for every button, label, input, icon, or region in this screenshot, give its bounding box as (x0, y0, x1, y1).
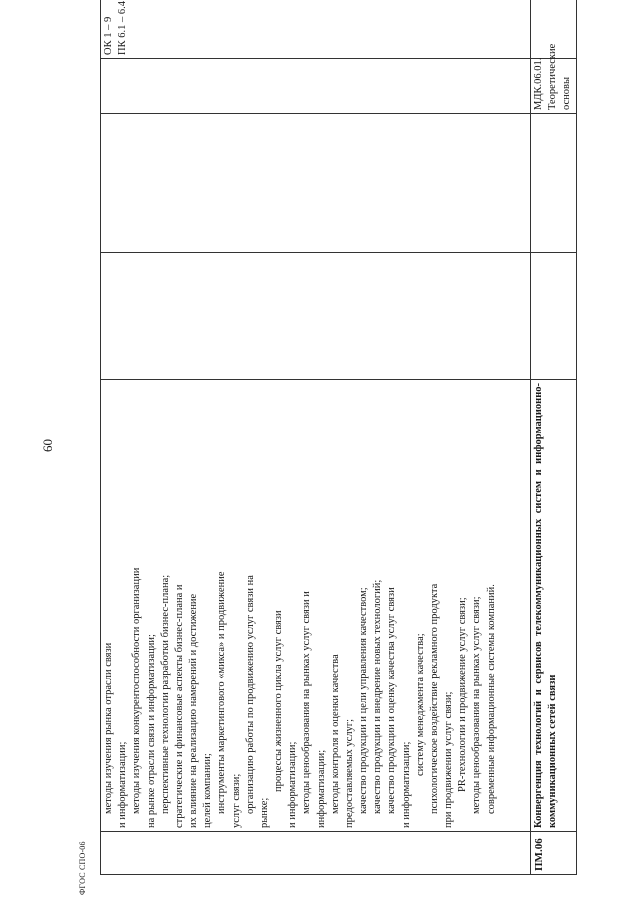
knowledge-line: качество продукции и цели управления качеством; (358, 587, 370, 814)
knowledge-line: целей компании; (202, 753, 214, 828)
knowledge-line: процессы жизненного цикла услуг связи (273, 610, 285, 792)
knowledge-line: инструменты маркетингового «микса» и продвижение (216, 571, 228, 814)
knowledge-line: услуг связи; (230, 773, 242, 828)
knowledge-line: информатизации; (315, 749, 327, 828)
knowledge-line: систему менеджмента качества; (414, 633, 426, 776)
table-row-pm06 (531, 0, 577, 875)
knowledge-line: методы контроля и оценки качества (329, 654, 341, 814)
cell-pm-code: ПМ.06 (531, 832, 577, 875)
knowledge-line: методы изучения рынка отрасли связи (103, 642, 114, 814)
knowledge-line: рынке; (258, 797, 270, 828)
knowledge-line: PR-технологии и продвижение услуг связи; (457, 597, 469, 792)
footer-code: ФГОС СПО-06 (78, 841, 87, 895)
cell-mdk-empty (101, 59, 531, 114)
knowledge-line: современные информационные системы компаний. (485, 584, 497, 814)
cell-pm-title: Конвергенция технологий и сервисов телекоммуникационных систем и информационно-коммуникационных сетей связи (531, 380, 577, 832)
knowledge-line: и информатизации; (117, 741, 129, 828)
knowledge-line: их влияние на реализацию намерений и достижение (188, 593, 200, 828)
knowledge-line: при продвижении услуг связи; (443, 691, 455, 828)
knowledge-line: качество продукции и оценку качества услуг связи (386, 587, 398, 814)
knowledge-line: и информатизации; (400, 741, 412, 828)
cell-hours-empty (101, 253, 531, 380)
cell-hours2-empty (101, 114, 531, 253)
page-number: 60 (40, 439, 55, 452)
table-row-continued (101, 0, 531, 875)
curriculum-table (100, 1, 573, 875)
knowledge-line: предоставляемых услуг; (343, 718, 355, 828)
cell-code-empty (101, 832, 531, 875)
knowledge-line: и информатизации; (287, 741, 299, 828)
cell-competencies: ОК 1 – 9 ПК 6.1 – 6.4 (101, 0, 531, 59)
knowledge-line: методы изучения конкурентоспособности организации (131, 567, 143, 814)
knowledge-line: стратегические и финансовые аспекты бизнес-плана и (173, 584, 185, 828)
cell-pm-empty2 (531, 114, 577, 253)
knowledge-line: перспективные технологии разработки бизнес-плана; (159, 574, 171, 814)
knowledge-line: методы ценообразования на рынках услуг связи и (301, 591, 313, 814)
cell-pm-mdk: МДК.06.01. Теоретические основы (531, 59, 577, 114)
cell-pm-empty1 (531, 253, 577, 380)
knowledge-line: психологическое воздействие рекламного продукта (428, 583, 440, 814)
knowledge-line: организацию работы по продвижению услуг связи на (244, 575, 256, 814)
cell-knowledge-list (101, 380, 531, 832)
knowledge-line: качество продукции и внедрение новых технологий; (372, 579, 384, 814)
knowledge-line: методы ценообразования на рынках услуг связи; (471, 596, 483, 814)
knowledge-line: на рынке отрасли связи и информатизации; (145, 634, 157, 828)
